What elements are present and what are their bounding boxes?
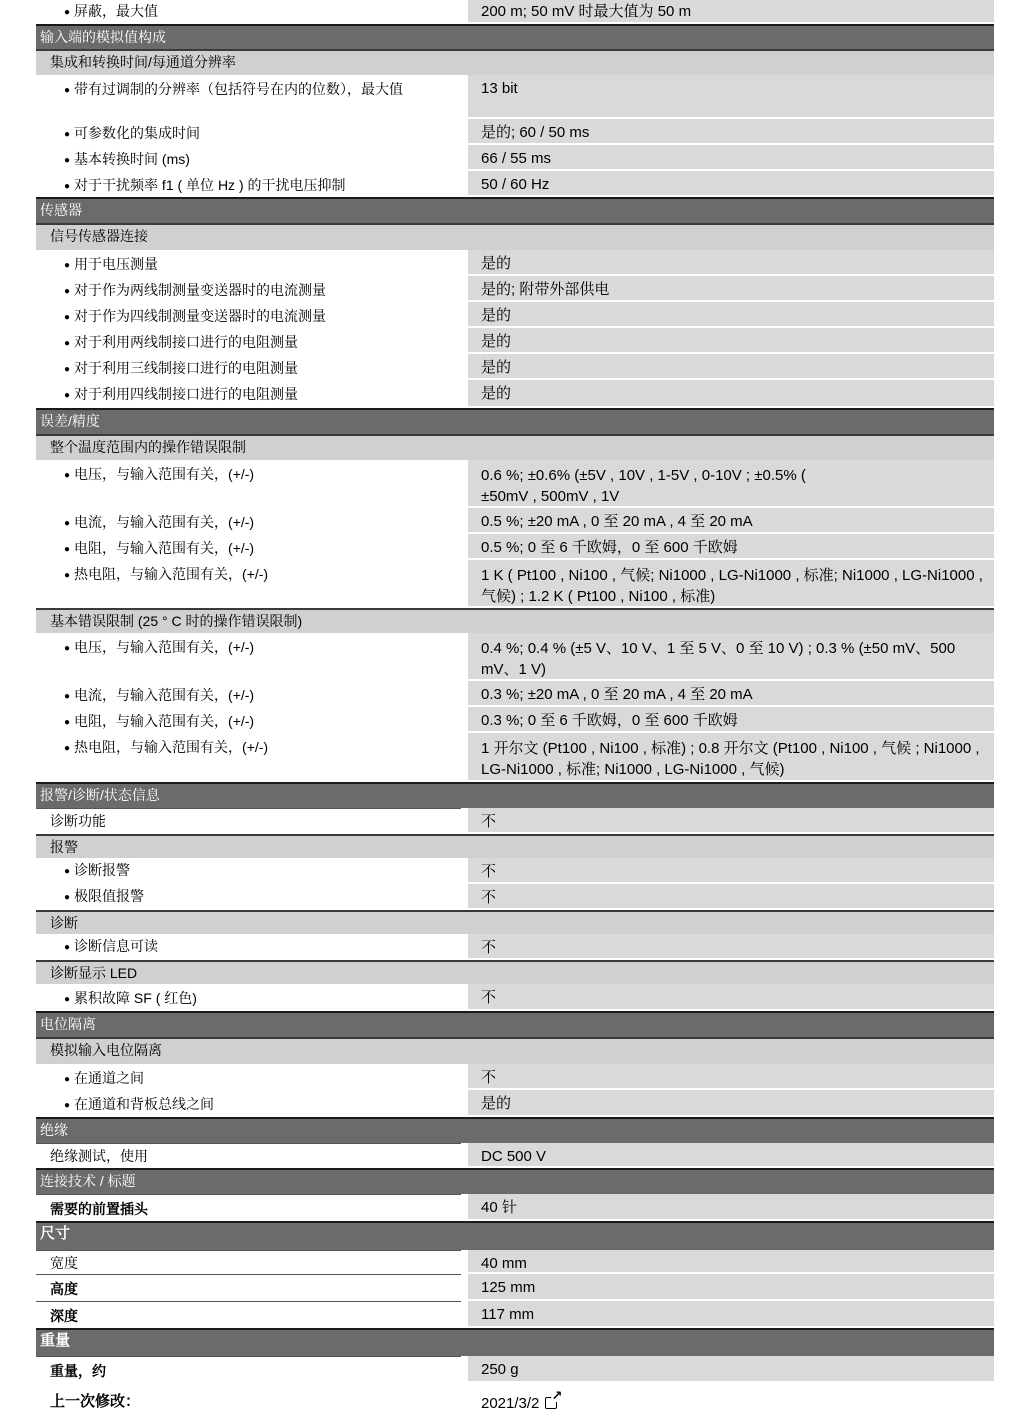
spec-value: 是的	[468, 250, 994, 274]
spec-row-op-current	[36, 508, 994, 534]
spec-row-limit-alarm	[36, 884, 994, 910]
spec-value: 不	[468, 1064, 994, 1088]
spec-label: ● 带有过调制的分辨率（包括符号在内的位数），最大值	[36, 75, 461, 119]
spec-value: 50 / 60 Hz	[468, 171, 994, 195]
spec-row-front-conn	[36, 1194, 994, 1221]
spec-value: DC 500 V	[468, 1143, 994, 1166]
spec-value: 250 g	[468, 1356, 994, 1381]
spec-value: 0.5 %; ±20 mA , 0 至 20 mA , 4 至 20 mA	[468, 508, 994, 532]
spec-label: 宽度	[36, 1250, 461, 1274]
spec-value: 不	[468, 984, 994, 1009]
spec-value: 117 mm	[468, 1301, 994, 1326]
spec-value: 0.3 %; ±20 mA , 0 至 20 mA , 4 至 20 mA	[468, 681, 994, 705]
spec-value: 是的	[468, 380, 994, 406]
spec-label: ● 诊断报警	[36, 858, 461, 884]
section-sensor: 传感器	[36, 197, 994, 223]
spec-label: ● 对于干扰频率 f1 ( 单位 Hz ) 的干扰电压抑制	[36, 171, 461, 197]
spec-row-width	[36, 1250, 994, 1274]
spec-label: 高度	[36, 1274, 461, 1301]
spec-row-b-voltage	[36, 633, 994, 681]
spec-row-resolution	[36, 75, 994, 119]
spec-row-voltage-meas	[36, 250, 994, 276]
spec-label: 需要的前置插头	[36, 1194, 461, 1221]
section-dimensions: 尺寸	[36, 1221, 994, 1250]
spec-value: 13 bit	[468, 75, 994, 117]
spec-label: ● 电流，与输入范围有关，(+/-)	[36, 508, 461, 534]
external-link-icon[interactable]	[545, 1397, 557, 1409]
spec-value: 是的; 60 / 50 ms	[468, 119, 994, 143]
spec-value: 1 K ( Pt100 , Ni100 , 气候; Ni1000 , LG-Ni1000 , 标准; Ni1000 , LG-Ni1000 , 气候) ; 1.2 K ( Pt100 , Ni100 , 标准)	[468, 560, 994, 606]
subsection-signal: 信号传感器连接	[36, 223, 994, 250]
spec-label: ● 屏蔽，最大值	[36, 0, 461, 24]
spec-row-depth	[36, 1301, 994, 1328]
spec-value: 是的; 附带外部供电	[468, 276, 994, 300]
spec-label: ● 电流，与输入范围有关，(+/-)	[36, 681, 461, 707]
spec-row-ch-backplane	[36, 1090, 994, 1117]
spec-label: ● 可参数化的集成时间	[36, 119, 461, 145]
spec-row-res-four	[36, 380, 994, 408]
spec-value: 不	[468, 808, 994, 832]
spec-row-b-thermal	[36, 733, 994, 782]
spec-value: 不	[468, 858, 994, 882]
subsection-led: 诊断显示 LED	[36, 960, 994, 984]
spec-label: ● 电阻，与输入范围有关，(+/-)	[36, 707, 461, 733]
spec-value: 是的	[468, 328, 994, 352]
section-insulation: 绝缘	[36, 1117, 994, 1143]
spec-label: ● 累积故障 SF ( 红色)	[36, 984, 461, 1011]
spec-value: 40 mm	[468, 1250, 994, 1272]
spec-row-res-three	[36, 354, 994, 380]
spec-label: ● 电阻，与输入范围有关，(+/-)	[36, 534, 461, 560]
spec-row-four-wire	[36, 302, 994, 328]
spec-row-b-current	[36, 681, 994, 707]
spec-row-diag-read	[36, 934, 994, 960]
section-error: 误差/精度	[36, 408, 994, 434]
last-modified-label: 上一次修改：	[50, 1393, 141, 1410]
subsection-iso-analog: 模拟输入电位隔离	[36, 1037, 994, 1064]
spec-value: 0.5 %; 0 至 6 千欧姆，0 至 600 千欧姆	[468, 534, 994, 558]
spec-value: 是的	[468, 1090, 994, 1115]
spec-row-interference	[36, 171, 994, 197]
spec-value: 是的	[468, 354, 994, 378]
section-alarm: 报警/诊断/状态信息	[36, 782, 994, 808]
spec-row-diag-func	[36, 808, 994, 834]
spec-label: 重量，约	[36, 1356, 461, 1383]
section-weight: 重量	[36, 1328, 994, 1356]
subsection-alarm: 报警	[36, 834, 994, 858]
spec-row-op-resistance	[36, 534, 994, 560]
spec-row-weight	[36, 1356, 994, 1383]
spec-label: ● 诊断信息可读	[36, 934, 461, 960]
section-connection: 连接技术 / 标题	[36, 1168, 994, 1194]
spec-row-sf	[36, 984, 994, 1011]
subsection-op-error: 整个温度范围内的操作错误限制	[36, 434, 994, 460]
spec-value: 不	[468, 884, 994, 908]
spec-row-shielding	[36, 0, 994, 24]
spec-label: ● 对于利用三线制接口进行的电阻测量	[36, 354, 461, 380]
spec-value: 125 mm	[468, 1274, 994, 1299]
spec-label: ● 热电阻，与输入范围有关，(+/-)	[36, 560, 461, 608]
spec-row-diag-alarm	[36, 858, 994, 884]
spec-label: ● 基本转换时间 (ms)	[36, 145, 461, 171]
last-modified-date: 2021/3/2	[481, 1395, 540, 1412]
spec-label: ● 电压，与输入范围有关，(+/-)	[36, 460, 461, 508]
spec-label: ● 在通道和背板总线之间	[36, 1090, 461, 1117]
spec-row-ins-test	[36, 1143, 994, 1168]
subsection-basic-error: 基本错误限制 (25 ° C 时的操作错误限制)	[36, 608, 994, 633]
spec-label: ● 对于利用两线制接口进行的电阻测量	[36, 328, 461, 354]
last-modified-row	[36, 1386, 994, 1416]
spec-row-res-two	[36, 328, 994, 354]
spec-value: 1 开尔文 (Pt100 , Ni100 , 标准) ; 0.8 开尔文 (Pt100 , Ni100 , 气候 ; Ni1000 , LG-Ni1000 , 标准; Ni1000 , LG-Ni1000 , 气候)	[468, 733, 994, 780]
spec-row-basic-conv	[36, 145, 994, 171]
spec-label: 深度	[36, 1301, 461, 1328]
spec-row-op-thermal	[36, 560, 994, 608]
spec-value: 200 m; 50 mV 时最大值为 50 m	[468, 0, 994, 22]
spec-row-height	[36, 1274, 994, 1301]
spec-label: ● 对于利用四线制接口进行的电阻测量	[36, 380, 461, 408]
spec-label: ● 对于作为四线制测量变送器时的电流测量	[36, 302, 461, 328]
spec-label: ● 用于电压测量	[36, 250, 461, 276]
spec-label: ● 电压，与输入范围有关，(+/-)	[36, 633, 461, 681]
spec-row-op-voltage	[36, 460, 994, 508]
spec-value: 不	[468, 934, 994, 958]
last-modified-value	[468, 1386, 994, 1414]
spec-value: 40 针	[468, 1194, 994, 1219]
section-analog: 输入端的模拟值构成	[36, 24, 994, 49]
spec-value: 是的	[468, 302, 994, 326]
spec-label: ● 热电阻，与输入范围有关，(+/-)	[36, 733, 461, 782]
spec-label: 诊断功能	[36, 808, 461, 834]
spec-label: ● 在通道之间	[36, 1064, 461, 1090]
spec-label: 绝缘测试，使用	[36, 1143, 461, 1168]
spec-row-param-int	[36, 119, 994, 145]
spec-label: ● 极限值报警	[36, 884, 461, 910]
spec-row-between-ch	[36, 1064, 994, 1090]
spec-row-two-wire	[36, 276, 994, 302]
subsection-diag: 诊断	[36, 910, 994, 934]
subsection-integration: 集成和转换时间/每通道分辨率	[36, 49, 994, 75]
spec-value: 0.4 %; 0.4 % (±5 V、10 V、1 至 5 V、0 至 10 V) ; 0.3 % (±50 mV、500 mV、1 V)	[468, 633, 994, 679]
spec-label: ● 对于作为两线制测量变送器时的电流测量	[36, 276, 461, 302]
section-isolation: 电位隔离	[36, 1011, 994, 1037]
spec-value: 0.6 %; ±0.6% (±5V , 10V , 1-5V , 0-10V ; ±0.5% ( ±50mV , 500mV , 1V	[468, 460, 994, 506]
spec-value: 0.3 %; 0 至 6 千欧姆，0 至 600 千欧姆	[468, 707, 994, 731]
spec-value: 66 / 55 ms	[468, 145, 994, 169]
spec-row-b-resistance	[36, 707, 994, 733]
